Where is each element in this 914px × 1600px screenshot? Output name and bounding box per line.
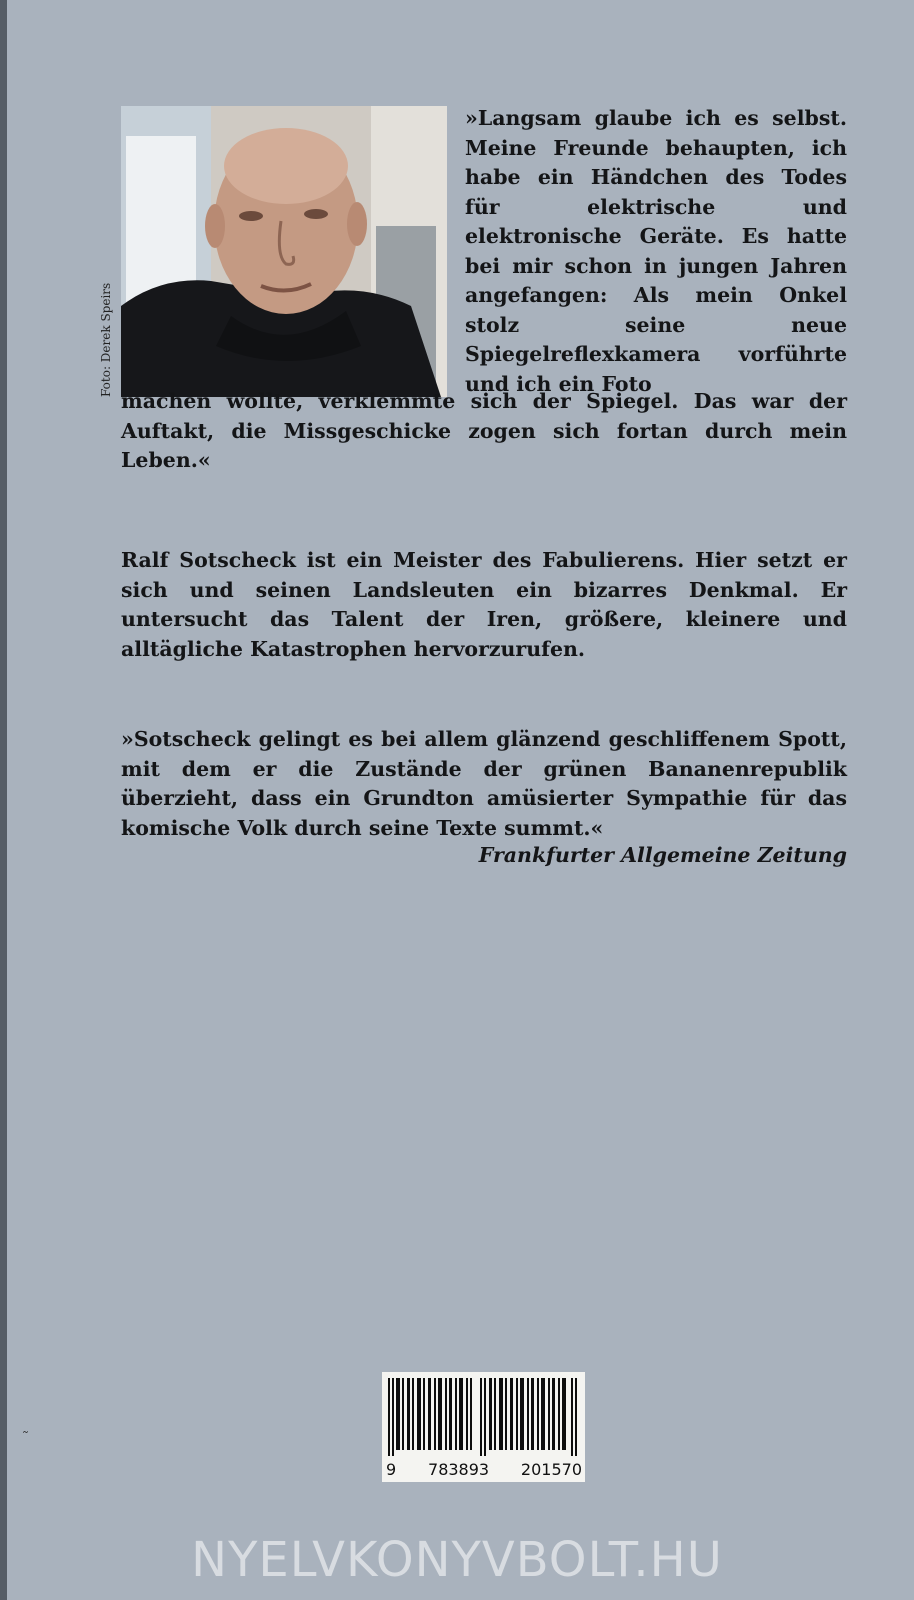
isbn-group-left: 783893 [428, 1460, 490, 1479]
barcode-icon [388, 1378, 579, 1456]
print-speck: ˜ [22, 1430, 29, 1446]
intro-quote: »Langsam glaube ich es selbst. Meine Freunde behaupten, ich habe ein Händchen des Todes für elektrische und elektronische Geräte. Es hatte bei mir schon in jungen Jahren angefangen: Als mein Onkel stolz seine neue Spiegelreflexkamera vorführte und ich ein Foto [465, 106, 847, 396]
review-source: Frankfurter Allgemeine Zeitung [478, 843, 847, 867]
isbn-group-right: 201570 [520, 1460, 582, 1479]
watermark: NYELVKONYVBOLT.HU [191, 1532, 723, 1588]
photo-credit: Foto: Derek Speirs [99, 282, 113, 397]
isbn-number [386, 1460, 582, 1479]
review-quote: »Sotscheck gelingt es bei allem glänzend geschliffenem Spott, mit dem er die Zustände der grünen Bananenrepublik überzieht, dass ein Grundton amüsierter Sympathie für das komische Volk durch seine Texte summt.« [121, 727, 847, 840]
isbn-barcode [382, 1372, 585, 1482]
author-photo [121, 106, 447, 397]
isbn-prefix: 9 [386, 1460, 397, 1479]
blurb-paragraph: Ralf Sotscheck ist ein Meister des Fabulierens. Hier setzt er sich und seinen Landsleuten ein bizarres Denkmal. Er untersucht das Talent der Iren, größere, kleinere und alltägliche Katastrophen hervorzurufen. [121, 548, 847, 661]
cover-edge [0, 0, 7, 1600]
intro-quote-continued: machen wollte, verklemmte sich der Spiegel. Das war der Auftakt, die Missgeschicke zogen sich fortan durch mein Leben.« [121, 389, 847, 472]
intro-quote-column [465, 104, 847, 399]
